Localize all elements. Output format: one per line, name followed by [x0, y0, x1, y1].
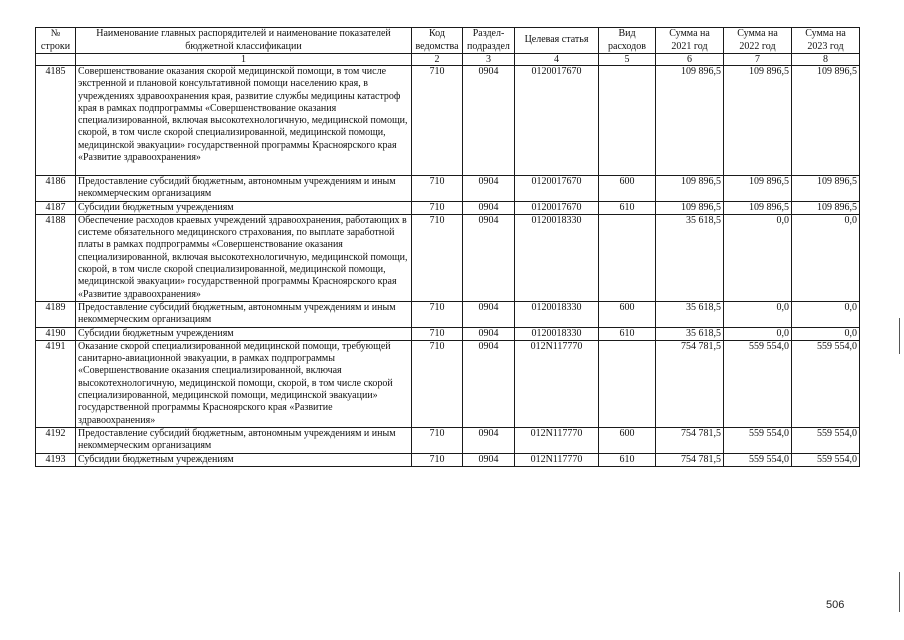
column-number: 7: [724, 54, 792, 66]
header-expense-type: Вид расходов: [599, 28, 656, 54]
row-dept: 710: [412, 66, 463, 176]
column-number: 3: [463, 54, 515, 66]
row-target: 0120018330: [515, 327, 599, 340]
row-sum-2022: 109 896,5: [724, 176, 792, 202]
column-number: 1: [76, 54, 412, 66]
row-section: 0904: [463, 427, 515, 453]
column-number: 5: [599, 54, 656, 66]
row-sum-2021: 109 896,5: [656, 66, 724, 176]
row-sum-2022: 109 896,5: [724, 66, 792, 176]
page-number: 506: [826, 599, 845, 611]
row-section: 0904: [463, 453, 515, 466]
row-sum-2021: 35 618,5: [656, 301, 724, 327]
row-dept: 710: [412, 201, 463, 214]
row-sum-2021: 109 896,5: [656, 201, 724, 214]
table-row: [36, 327, 860, 340]
header-sum-2022: Сумма на 2022 год: [724, 28, 792, 54]
row-name: Оказание скорой специализированной медицинской помощи, требующей санитарно-авиационной эвакуации, в рамках подпрограммы «Совершенствование оказания специализированной, включая высокотехнологичную, медицинской помощи, скорой, в том числе скорой специализированной, медицинской помощи, медицинской эвакуации» государственной программы Красноярского края «Развитие здравоохранения»: [76, 340, 412, 427]
row-sum-2022: 109 896,5: [724, 201, 792, 214]
row-no: 4190: [36, 327, 76, 340]
row-name: Предоставление субсидий бюджетным, автономным учреждениям и иным некоммерческим организациям: [76, 427, 412, 453]
budget-table: [35, 27, 860, 467]
table-row: [36, 301, 860, 327]
row-section: 0904: [463, 66, 515, 176]
row-no: 4192: [36, 427, 76, 453]
row-no: 4185: [36, 66, 76, 176]
row-section: 0904: [463, 301, 515, 327]
row-target: 012N117770: [515, 427, 599, 453]
header-dept-code: Код ведомства: [412, 28, 463, 54]
row-dept: 710: [412, 214, 463, 301]
row-section: 0904: [463, 176, 515, 202]
row-sum-2022: 0,0: [724, 301, 792, 327]
row-name: Субсидии бюджетным учреждениям: [76, 201, 412, 214]
row-expense-type: 610: [599, 327, 656, 340]
header-row-no: № строки: [36, 28, 76, 54]
column-number-row: [36, 54, 860, 66]
row-dept: 710: [412, 176, 463, 202]
row-target: 0120017670: [515, 201, 599, 214]
row-sum-2021: 109 896,5: [656, 176, 724, 202]
row-sum-2022: 559 554,0: [724, 340, 792, 427]
column-number: 4: [515, 54, 599, 66]
row-target: 0120017670: [515, 176, 599, 202]
row-expense-type: 600: [599, 176, 656, 202]
header-row: [36, 28, 860, 54]
header-section: Раздел-подраздел: [463, 28, 515, 54]
row-target: 012N117770: [515, 453, 599, 466]
row-expense-type: [599, 214, 656, 301]
row-name: Обеспечение расходов краевых учреждений здравоохранения, работающих в системе обязательного медицинского страхования, по выплате заработной платы в рамках подпрограммы «Совершенствование оказания специализированной, включая высокотехнологичную, медицинской помощи, скорой, в том числе скорой специализированной, медицинской помощи, медицинской эвакуации» государственной программы Красноярского края «Развитие здравоохранения»: [76, 214, 412, 301]
table-row: [36, 453, 860, 466]
budget-sheet: [35, 27, 859, 467]
row-dept: 710: [412, 427, 463, 453]
row-target: 0120018330: [515, 214, 599, 301]
table-row: [36, 66, 860, 176]
row-target: 0120017670: [515, 66, 599, 176]
row-dept: 710: [412, 340, 463, 427]
row-expense-type: [599, 340, 656, 427]
row-sum-2023: 0,0: [792, 214, 860, 301]
row-sum-2022: 0,0: [724, 214, 792, 301]
row-sum-2021: 754 781,5: [656, 427, 724, 453]
row-name: Субсидии бюджетным учреждениям: [76, 453, 412, 466]
row-name: Субсидии бюджетным учреждениям: [76, 327, 412, 340]
scan-edge-mark: [899, 318, 900, 354]
row-sum-2021: 35 618,5: [656, 214, 724, 301]
row-no: 4187: [36, 201, 76, 214]
row-name: Предоставление субсидий бюджетным, автономным учреждениям и иным некоммерческим организациям: [76, 301, 412, 327]
column-number: 6: [656, 54, 724, 66]
row-target: 0120018330: [515, 301, 599, 327]
column-number: 2: [412, 54, 463, 66]
row-expense-type: [599, 66, 656, 176]
row-dept: 710: [412, 327, 463, 340]
row-sum-2023: 559 554,0: [792, 453, 860, 466]
row-sum-2022: 559 554,0: [724, 427, 792, 453]
header-target: Целевая статья: [515, 28, 599, 54]
row-dept: 710: [412, 453, 463, 466]
column-number: [36, 54, 76, 66]
row-expense-type: 600: [599, 427, 656, 453]
header-sum-2021: Сумма на 2021 год: [656, 28, 724, 54]
table-row: [36, 201, 860, 214]
row-target: 012N117770: [515, 340, 599, 427]
row-no: 4186: [36, 176, 76, 202]
row-sum-2021: 754 781,5: [656, 340, 724, 427]
row-sum-2023: 109 896,5: [792, 66, 860, 176]
row-dept: 710: [412, 301, 463, 327]
scan-edge-mark: [899, 572, 900, 612]
row-name: Предоставление субсидий бюджетным, автономным учреждениям и иным некоммерческим организациям: [76, 176, 412, 202]
row-sum-2023: 0,0: [792, 327, 860, 340]
row-sum-2023: 0,0: [792, 301, 860, 327]
table-row: [36, 214, 860, 301]
row-sum-2023: 109 896,5: [792, 201, 860, 214]
row-sum-2022: 0,0: [724, 327, 792, 340]
row-sum-2022: 559 554,0: [724, 453, 792, 466]
row-no: 4191: [36, 340, 76, 427]
header-sum-2023: Сумма на 2023 год: [792, 28, 860, 54]
row-sum-2021: 754 781,5: [656, 453, 724, 466]
row-name: Совершенствование оказания скорой медицинской помощи, в том числе экстренной и плановой консультативной помощи населению края, в учреждениях здравоохранения края, развитие службы медицины катастроф края в рамках подпрограммы «Совершенствование оказания специализированной, включая высокотехнологичную, медицинской помощи, скорой, в том числе скорой специализированной, медицинской помощи, медицинской эвакуации» государственной программы Красноярского края «Развитие здравоохранения»: [76, 66, 412, 176]
column-number: 8: [792, 54, 860, 66]
table-row: [36, 427, 860, 453]
table-row: [36, 340, 860, 427]
row-expense-type: 610: [599, 453, 656, 466]
row-section: 0904: [463, 214, 515, 301]
row-section: 0904: [463, 201, 515, 214]
row-section: 0904: [463, 327, 515, 340]
row-section: 0904: [463, 340, 515, 427]
table-row: [36, 176, 860, 202]
row-expense-type: 610: [599, 201, 656, 214]
row-no: 4193: [36, 453, 76, 466]
row-no: 4188: [36, 214, 76, 301]
row-no: 4189: [36, 301, 76, 327]
row-sum-2023: 559 554,0: [792, 340, 860, 427]
row-sum-2023: 109 896,5: [792, 176, 860, 202]
header-name: Наименование главных распорядителей и наименование показателей бюджетной классификации: [76, 28, 412, 54]
row-sum-2023: 559 554,0: [792, 427, 860, 453]
row-expense-type: 600: [599, 301, 656, 327]
row-sum-2021: 35 618,5: [656, 327, 724, 340]
